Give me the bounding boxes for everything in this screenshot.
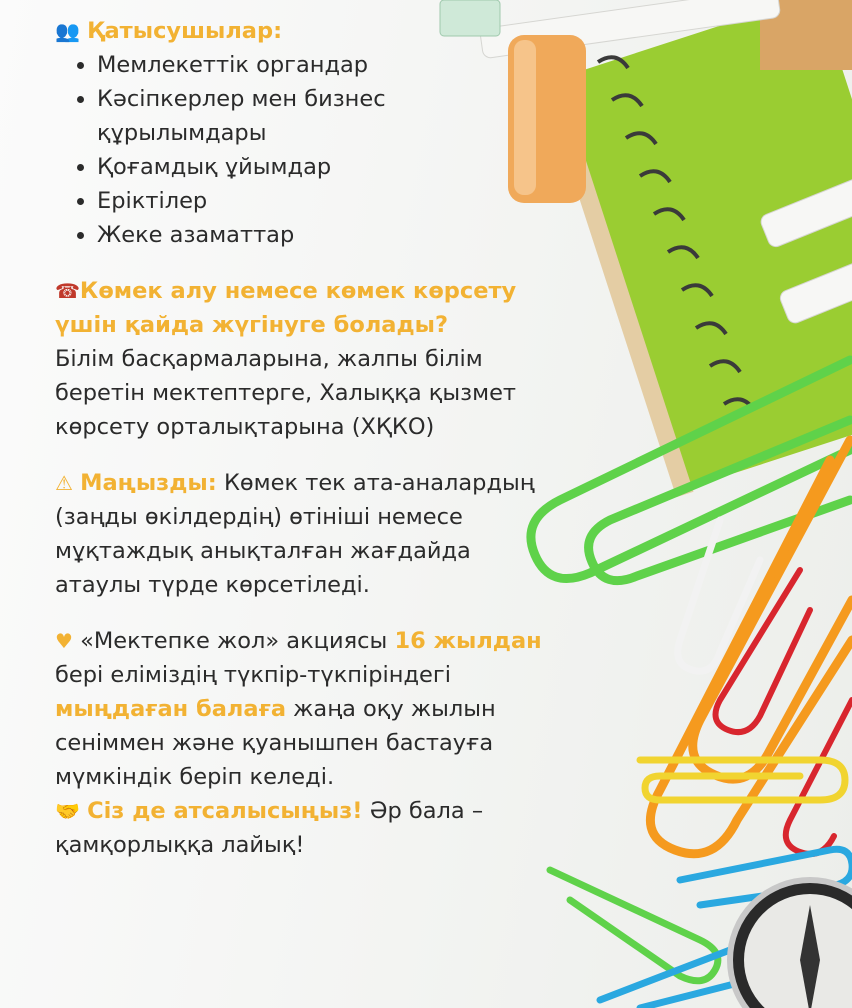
- help-text: Білім басқармаларына, жалпы білім беретін мектептерге, Халыққа қызмет көрсету орталықтарына (ХҚКО): [55, 346, 517, 440]
- telephone-icon: ☎: [55, 279, 80, 303]
- handshake-icon: 🤝: [55, 799, 80, 823]
- important-text: ⚠ Маңызды: Көмек тек ата-аналардың (заңды өкілдердің) өтініші немесе мұқтаждық анықталған жағдайда атаулы түрде көрсетіледі.: [55, 470, 535, 598]
- participants-list: [55, 48, 555, 252]
- list-item: • Мемлекеттік органдар: [97, 48, 555, 82]
- call-to-action: 🤝 Сіз де атсалысыңыз! Әр бала – қамқорлыққа лайық!: [55, 798, 484, 858]
- list-item: • Кәсіпкерлер мен бизнес құрылымдары: [97, 82, 555, 150]
- info-text-column: [55, 14, 555, 862]
- help-section: [55, 274, 555, 444]
- campaign-text: ♥ «Мектепке жол» акциясы 16 жылдан бері еліміздің түкпір-түкпіріндегі мыңдаған балаға жаңа оқу жылын сеніммен және қуанышпен бастауға мүмкіндік беріп келеді.: [55, 628, 542, 790]
- participants-heading: 👥 Қатысушылар:: [55, 18, 283, 44]
- help-heading: ☎Көмек алу немесе көмек көрсету үшін қайда жүгінуге болады?: [55, 278, 517, 338]
- campaign-section: [55, 624, 555, 862]
- list-item: • Қоғамдық ұйымдар: [97, 150, 555, 184]
- important-section: [55, 466, 555, 602]
- list-item: • Жеке азаматтар: [97, 218, 555, 252]
- yellow-heart-icon: ♥: [55, 629, 73, 653]
- list-item: • Еріктілер: [97, 184, 555, 218]
- participants-section: [55, 14, 555, 252]
- warning-icon: ⚠: [55, 471, 73, 495]
- busts-icon: 👥: [55, 19, 80, 43]
